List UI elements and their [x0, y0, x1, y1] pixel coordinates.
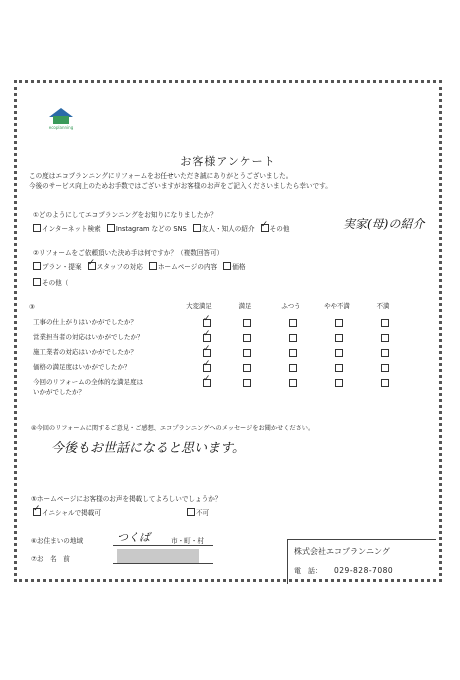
q2-options: [33, 261, 245, 271]
q3-r4-dissatisfied-checkbox[interactable]: [381, 364, 389, 372]
q3-r1-very-satisfied-checkbox[interactable]: [203, 319, 211, 327]
q6-underline: [113, 545, 213, 546]
q4-question: ④今回のリフォームに関するご意見・ご感想、エコプランニングへのメッセージをお聞かせください。: [31, 425, 315, 432]
q1-option-other: その他: [269, 225, 290, 233]
q5-option-initial-row: [33, 507, 101, 517]
q2-option-other: その他（: [42, 279, 69, 287]
intro-line-1: この度はエコプランニングにリフォームをお任せいただき誠にありがとうございました。: [29, 172, 293, 180]
q5-option-initial: イニシャルで掲載可: [42, 509, 101, 517]
q1-checkbox-sns[interactable]: [107, 224, 115, 232]
q2-option-staff: スタッフの対応: [96, 263, 143, 271]
q6-answer: つくば: [117, 531, 150, 544]
q2-option-homepage: ホームページの内容: [157, 263, 218, 271]
q5-checkbox-no[interactable]: [187, 508, 195, 516]
q7-underline: [113, 563, 213, 564]
q1-question: ①どのようにしてエコプランニングをお知りになりましたか？: [33, 211, 217, 219]
q1-option-sns: Instagram などの SNS: [115, 225, 187, 233]
q3-r4-very-satisfied-checkbox[interactable]: [203, 364, 211, 372]
logo-text: ecoplanning: [48, 125, 74, 130]
q3-row-label-overall-2: いかがでしたか？: [33, 388, 85, 396]
q2-option-price: 価格: [232, 263, 246, 271]
q3-r4-satisfied-checkbox[interactable]: [243, 364, 251, 372]
q2-question: ②リフォームをご依頼頂いた決め手は何ですか？（複数回答可）: [33, 249, 224, 257]
q2-other-row: [33, 277, 68, 287]
q3-r3-dissatisfied-checkbox[interactable]: [381, 349, 389, 357]
q3-r2-dissatisfied-checkbox[interactable]: [381, 334, 389, 342]
q3-r1-satisfied-checkbox[interactable]: [243, 319, 251, 327]
page-title: お客様アンケート: [180, 155, 276, 168]
q5-option-no-row: [187, 507, 209, 517]
q3-r2-slightly-dissatisfied-checkbox[interactable]: [335, 334, 343, 342]
q3-r5-very-satisfied-checkbox[interactable]: [203, 379, 211, 387]
q2-checkbox-homepage[interactable]: [149, 262, 157, 270]
name-redaction: [117, 549, 199, 563]
q6-suffix: 市・町・村: [171, 537, 204, 545]
q3-header-slightly-dissatisfied: やや不満: [324, 302, 350, 310]
q3-r3-satisfied-checkbox[interactable]: [243, 349, 251, 357]
q5-checkbox-initial[interactable]: [33, 508, 41, 516]
q3-r3-very-satisfied-checkbox[interactable]: [203, 349, 211, 357]
q3-header-very-satisfied: 大変満足: [186, 302, 212, 310]
q3-r2-satisfied-checkbox[interactable]: [243, 334, 251, 342]
q3-r2-normal-checkbox[interactable]: [289, 334, 297, 342]
q3-number: ③: [29, 303, 35, 311]
q3-r1-normal-checkbox[interactable]: [289, 319, 297, 327]
q3-r5-slightly-dissatisfied-checkbox[interactable]: [335, 379, 343, 387]
q1-checkbox-internet[interactable]: [33, 224, 41, 232]
q3-r2-very-satisfied-checkbox[interactable]: [203, 334, 211, 342]
q3-r3-slightly-dissatisfied-checkbox[interactable]: [335, 349, 343, 357]
q2-checkbox-staff[interactable]: [88, 262, 96, 270]
q6-label: ⑥お住まいの地域: [31, 537, 84, 545]
q3-r4-slightly-dissatisfied-checkbox[interactable]: [335, 364, 343, 372]
q2-checkbox-other[interactable]: [33, 278, 41, 286]
q3-r4-normal-checkbox[interactable]: [289, 364, 297, 372]
q7-label: ⑦お 名 前: [31, 555, 70, 563]
q3-r5-satisfied-checkbox[interactable]: [243, 379, 251, 387]
q3-r3-normal-checkbox[interactable]: [289, 349, 297, 357]
q2-checkbox-plan[interactable]: [33, 262, 41, 270]
q3-row-label-contractor: 施工業者の対応はいかがでしたか？: [33, 348, 137, 356]
company-name: 株式会社エコプランニング: [294, 547, 390, 556]
company-tel: 029-828-7080: [334, 566, 394, 575]
q1-checkbox-other[interactable]: [261, 224, 269, 232]
company-info-box: [287, 539, 436, 584]
q3-r5-dissatisfied-checkbox[interactable]: [381, 379, 389, 387]
q3-row-label-sales: 営業担当者の対応はいかがでしたか？: [33, 333, 144, 341]
q3-row-label-price: 価格の満足度はいかがでしたか？: [33, 363, 131, 371]
q3-header-normal: ふつう: [281, 302, 301, 310]
q1-checkbox-friend[interactable]: [193, 224, 201, 232]
survey-sheet: [14, 80, 442, 582]
q5-question: ⑤ホームページにお客様のお声を掲載してよろしいでしょうか？: [31, 495, 222, 503]
q1-other-answer: 実家(母)の紹介: [343, 217, 425, 231]
q1-options: [33, 223, 289, 233]
intro-line-2: 今後のサービス向上のためお手数ではございますがお客様のお声をご記入くださいましたら幸いです。: [29, 182, 332, 190]
q4-answer: 今後もお世話になると思います。: [51, 441, 245, 456]
q3-r1-dissatisfied-checkbox[interactable]: [381, 319, 389, 327]
q3-header-satisfied: 満足: [238, 302, 252, 310]
q5-option-no: 不可: [196, 509, 210, 517]
q1-option-friend: 友人・知人の紹介: [201, 225, 255, 233]
q3-r1-slightly-dissatisfied-checkbox[interactable]: [335, 319, 343, 327]
house-logo-icon: [48, 107, 74, 125]
q2-checkbox-price[interactable]: [223, 262, 231, 270]
company-tel-label: 電 話：: [294, 567, 322, 575]
q3-header-dissatisfied: 不満: [376, 302, 390, 310]
q2-option-plan: プラン・提案: [42, 263, 82, 271]
q3-row-label-overall: 今回のリフォームの全体的な満足度は: [33, 378, 144, 386]
q3-r5-normal-checkbox[interactable]: [289, 379, 297, 387]
company-logo: [43, 107, 79, 130]
q1-option-internet: インターネット検索: [42, 225, 101, 233]
q3-row-label-finish: 工事の仕上がりはいかがでしたか？: [33, 318, 137, 326]
